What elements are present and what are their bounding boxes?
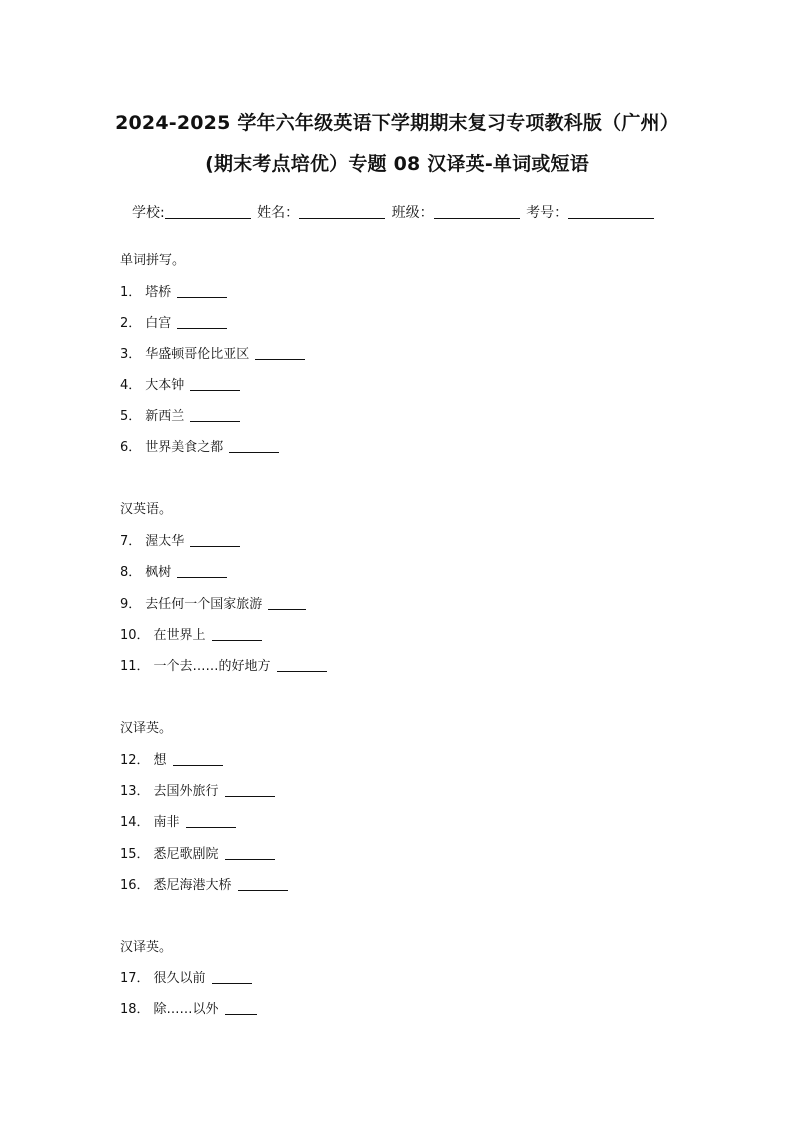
question-number: 13． xyxy=(120,784,150,799)
question-text: 南非 xyxy=(153,815,180,830)
class-label: 班级： xyxy=(391,205,434,221)
question-item xyxy=(120,749,223,768)
school-label: 学校: xyxy=(132,205,165,221)
answer-blank[interactable] xyxy=(173,753,223,766)
student-info-row xyxy=(132,202,656,222)
question-number: 5． xyxy=(120,409,142,424)
name-label: 姓名： xyxy=(257,205,300,221)
question-item xyxy=(120,843,275,862)
question-item xyxy=(120,998,257,1017)
document-title-line-2: (期末考点培优）专题 08 汉译英-单词或短语 xyxy=(205,153,589,175)
question-text: 世界美食之都 xyxy=(145,440,224,455)
question-number: 12． xyxy=(120,753,150,768)
question-text: 枫树 xyxy=(145,565,172,580)
question-item xyxy=(120,967,252,986)
answer-blank[interactable] xyxy=(177,285,227,298)
question-item xyxy=(120,593,306,612)
answer-blank[interactable] xyxy=(186,815,236,828)
question-item xyxy=(120,780,275,799)
answer-blank[interactable] xyxy=(190,378,240,391)
question-number: 6． xyxy=(120,440,142,455)
answer-blank[interactable] xyxy=(255,347,305,360)
question-number: 1． xyxy=(120,285,142,300)
question-text: 一个去……的好地方 xyxy=(153,659,271,674)
question-number: 7． xyxy=(120,534,142,549)
answer-blank[interactable] xyxy=(177,565,227,578)
question-item xyxy=(120,561,227,580)
question-number: 4． xyxy=(120,378,142,393)
question-text: 大本钟 xyxy=(145,378,185,393)
question-item xyxy=(120,624,262,643)
question-number: 10． xyxy=(120,628,150,643)
section-heading: 汉英语。 xyxy=(120,502,173,517)
question-number: 15． xyxy=(120,847,150,862)
question-item xyxy=(120,811,236,830)
answer-blank[interactable] xyxy=(212,628,262,641)
question-text: 想 xyxy=(153,753,167,768)
question-number: 14． xyxy=(120,815,150,830)
school-field[interactable] xyxy=(165,204,251,219)
document-title-line-1: 2024-2025 学年六年级英语下学期期末复习专项教科版（广州） xyxy=(115,112,679,134)
answer-blank[interactable] xyxy=(225,847,275,860)
question-text: 去任何一个国家旅游 xyxy=(145,597,263,612)
section-heading: 汉译英。 xyxy=(120,940,173,955)
question-item xyxy=(120,874,288,893)
question-number: 11． xyxy=(120,659,150,674)
question-text: 塔桥 xyxy=(145,285,172,300)
question-item xyxy=(120,405,240,424)
exam-number-label: 考号： xyxy=(526,205,569,221)
answer-blank[interactable] xyxy=(225,1002,257,1015)
question-number: 16． xyxy=(120,878,150,893)
answer-blank[interactable] xyxy=(277,659,327,672)
question-number: 3． xyxy=(120,347,142,362)
question-item xyxy=(120,343,305,362)
question-number: 2． xyxy=(120,316,142,331)
question-item xyxy=(120,374,240,393)
question-text: 悉尼歌剧院 xyxy=(153,847,219,862)
answer-blank[interactable] xyxy=(225,784,275,797)
question-text: 去国外旅行 xyxy=(153,784,219,799)
class-field[interactable] xyxy=(434,204,520,219)
name-field[interactable] xyxy=(299,204,385,219)
section-heading: 单词拼写。 xyxy=(120,253,186,268)
answer-blank[interactable] xyxy=(212,971,252,984)
question-item xyxy=(120,281,227,300)
answer-blank[interactable] xyxy=(190,534,240,547)
question-number: 8． xyxy=(120,565,142,580)
question-text: 很久以前 xyxy=(153,971,206,986)
exam-number-field[interactable] xyxy=(568,204,654,219)
answer-blank[interactable] xyxy=(268,597,306,610)
answer-blank[interactable] xyxy=(177,316,227,329)
section-heading: 汉译英。 xyxy=(120,721,173,736)
question-item xyxy=(120,655,327,674)
question-text: 渥太华 xyxy=(145,534,185,549)
question-text: 除……以外 xyxy=(153,1002,219,1017)
answer-blank[interactable] xyxy=(229,440,279,453)
question-number: 9． xyxy=(120,597,142,612)
question-number: 18． xyxy=(120,1002,150,1017)
question-item xyxy=(120,436,279,455)
answer-blank[interactable] xyxy=(238,878,288,891)
question-number: 17． xyxy=(120,971,150,986)
question-text: 白宫 xyxy=(145,316,172,331)
answer-blank[interactable] xyxy=(190,409,240,422)
question-text: 新西兰 xyxy=(145,409,185,424)
question-text: 在世界上 xyxy=(153,628,206,643)
question-item xyxy=(120,312,227,331)
question-text: 悉尼海港大桥 xyxy=(153,878,232,893)
question-text: 华盛顿哥伦比亚区 xyxy=(145,347,250,362)
question-item xyxy=(120,530,240,549)
